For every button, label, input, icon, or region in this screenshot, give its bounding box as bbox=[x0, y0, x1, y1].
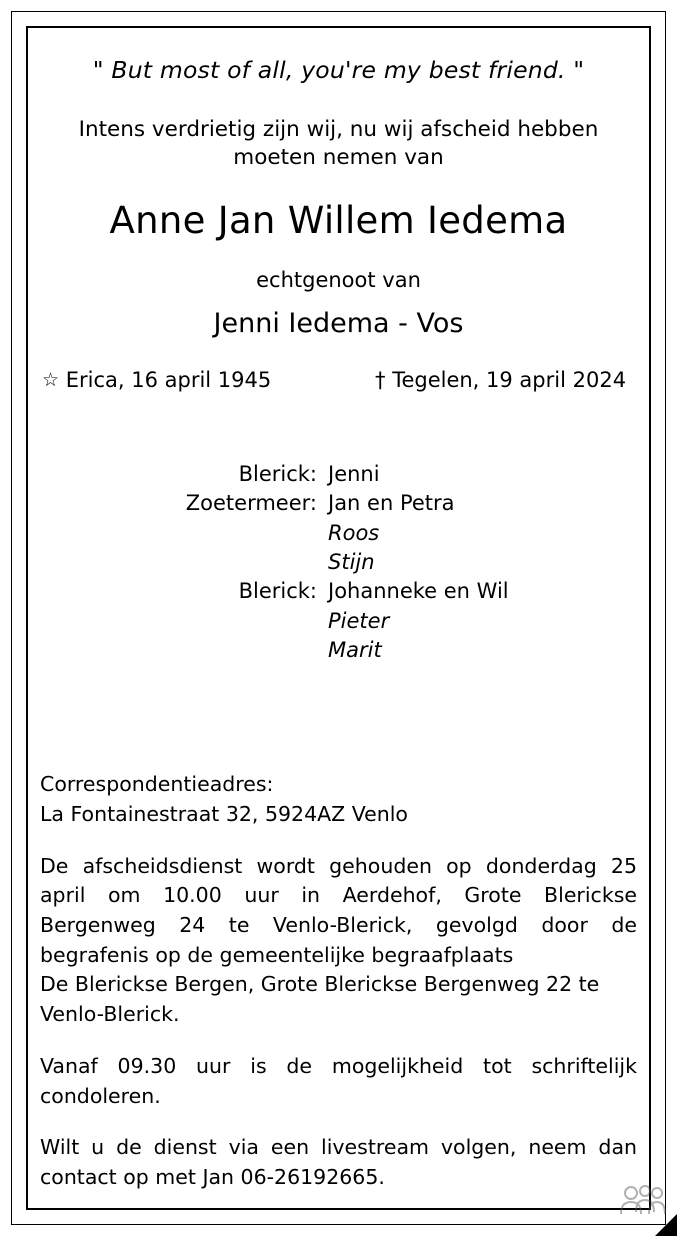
intro-line-1: Intens verdrietig zijn wij, nu wij afscheid hebben bbox=[78, 117, 599, 142]
quote-text: " But most of all, you're my best friend. " bbox=[92, 56, 585, 84]
birth-text: Erica, 16 april 1945 bbox=[65, 367, 272, 392]
death-entry bbox=[375, 368, 626, 392]
family-list bbox=[40, 460, 637, 666]
list-item bbox=[40, 519, 637, 548]
page-corner-marker bbox=[655, 1214, 677, 1236]
condolence-paragraph: Vanaf 09.30 uur is de mogelijkheid tot schriftelijk condoleren. bbox=[40, 1053, 637, 1108]
family-names: Roos bbox=[328, 520, 380, 545]
service-text: De afscheidsdienst wordt gehouden op donderdag 25 april om 10.00 uur in Aerdehof, Grote Blerickse Bergenweg 24 te Venlo-Blerick, gevolgd door de begrafenis op de gemeentelijke begraafplaats bbox=[40, 853, 637, 967]
family-names: Stijn bbox=[328, 549, 375, 574]
family-names: Jan en Petra bbox=[328, 491, 455, 516]
list-item bbox=[40, 577, 637, 606]
correspondence-address: La Fontainestraat 32, 5924AZ Venlo bbox=[40, 802, 408, 826]
family-place: Zoetermeer: bbox=[185, 491, 317, 516]
family-names: Jenni bbox=[328, 461, 380, 486]
intro-text bbox=[40, 116, 637, 173]
family-names: Marit bbox=[328, 638, 382, 663]
cross-icon: † bbox=[375, 367, 386, 392]
correspondence-label: Correspondentieadres: bbox=[40, 772, 274, 797]
family-place bbox=[40, 548, 328, 577]
service-paragraph bbox=[40, 852, 637, 971]
relation-label: echtgenoot van bbox=[256, 267, 421, 292]
correspondence-block bbox=[40, 770, 637, 829]
list-item bbox=[40, 548, 637, 577]
card-content bbox=[40, 40, 637, 1196]
family-place bbox=[40, 607, 328, 636]
spouse-name: Jenni Iedema - Vos bbox=[213, 307, 464, 339]
family-place: Blerick: bbox=[238, 579, 317, 604]
family-place bbox=[40, 519, 328, 548]
list-item bbox=[40, 607, 637, 636]
birth-entry bbox=[42, 368, 271, 392]
life-dates bbox=[40, 368, 637, 398]
intro-line-2: moeten nemen van bbox=[233, 145, 444, 171]
list-item bbox=[40, 460, 637, 489]
deceased-name: Anne Jan Willem Iedema bbox=[109, 198, 568, 242]
list-item bbox=[40, 489, 637, 518]
family-names: Johanneke en Wil bbox=[328, 579, 509, 604]
livestream-paragraph: Wilt u de dienst via een livestream volgen, neem dan contact op met Jan 06-26192665. bbox=[40, 1135, 637, 1189]
death-text: Tegelen, 19 april 2024 bbox=[392, 367, 627, 392]
star-icon: ☆ bbox=[42, 368, 60, 391]
family-names: Pieter bbox=[328, 608, 390, 633]
family-place bbox=[40, 636, 328, 665]
family-place: Blerick: bbox=[238, 461, 317, 486]
cemetery-paragraph: De Blerickse Bergen, Grote Blerickse Bergenweg 22 te Venlo-Blerick. bbox=[40, 972, 600, 1027]
list-item bbox=[40, 636, 637, 665]
